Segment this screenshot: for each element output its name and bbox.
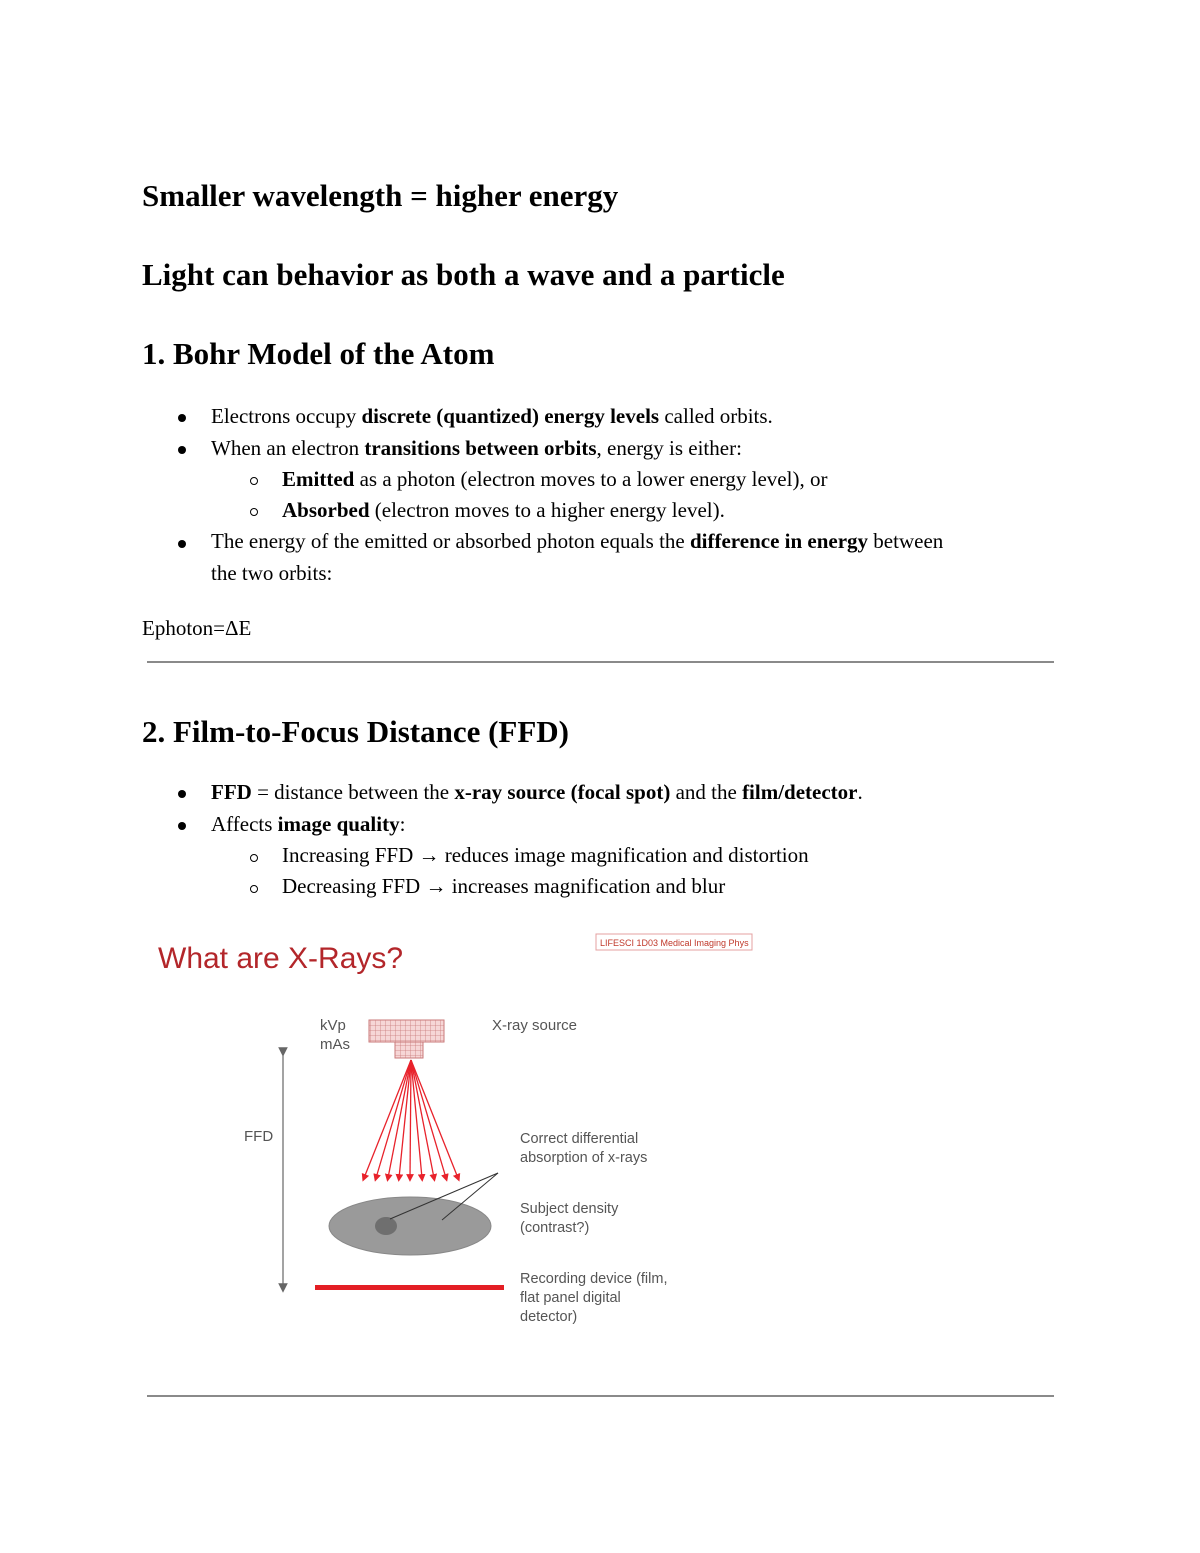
equation: Ephoton=ΔE	[142, 616, 252, 640]
xray-tube-window	[395, 1042, 423, 1058]
recording-label-line-3: detector)	[520, 1309, 578, 1325]
course-tag-text: LIFESCI 1D03 Medical Imaging Phys	[600, 938, 749, 948]
horizontal-divider	[147, 1395, 1054, 1397]
xray-ray	[410, 1060, 411, 1178]
xray-diagram	[140, 920, 780, 1340]
bohr-sub-bullet-2: Absorbed (electron moves to a higher energy level).	[282, 498, 725, 522]
correct-label-line-1: Correct differential	[520, 1131, 639, 1147]
xray-ray	[388, 1060, 411, 1178]
hollow-bullet-icon	[250, 477, 258, 485]
bullet-icon	[178, 414, 186, 422]
xray-beams	[364, 1060, 458, 1178]
xray-ray	[364, 1060, 411, 1178]
recording-label-line-1: Recording device (film,	[520, 1271, 668, 1287]
ffd-sub-bullet-1: Increasing FFD → reduces image magnification and distortion	[282, 843, 809, 867]
course-tag	[596, 934, 752, 950]
subject-body	[329, 1197, 491, 1255]
recording-label-line-2: flat panel digital	[520, 1290, 621, 1306]
ffd-label: FFD	[244, 1128, 274, 1145]
bullet-icon	[178, 790, 186, 798]
heading-wavelength: Smaller wavelength = higher energy	[142, 178, 619, 213]
bullet-icon	[178, 822, 186, 830]
xray-ray	[376, 1060, 411, 1178]
ffd-bullet-1: FFD = distance between the x-ray source (focal spot) and the film/detector.	[211, 780, 863, 804]
mas-label: mAs	[320, 1036, 350, 1053]
xray-ray	[411, 1060, 434, 1178]
bullet-icon	[178, 446, 186, 454]
bohr-sub-bullet-1: Emitted as a photon (electron moves to a lower energy level), or	[282, 467, 828, 491]
heading-bohr: 1. Bohr Model of the Atom	[142, 336, 495, 371]
ffd-sub-bullet-2: Decreasing FFD → increases magnification and blur	[282, 874, 726, 898]
figure-title: What are X-Rays?	[158, 942, 404, 975]
xray-ray	[411, 1060, 458, 1178]
kvp-label: kVp	[320, 1017, 346, 1034]
bohr-bullet-1: Electrons occupy discrete (quantized) energy levels called orbits.	[211, 404, 773, 428]
xray-ray	[399, 1060, 411, 1178]
heading-light: Light can behavior as both a wave and a particle	[142, 257, 785, 292]
recording-device-bar	[315, 1285, 504, 1290]
xray-source-label: X-ray source	[492, 1017, 578, 1034]
bohr-bullet-3: The energy of the emitted or absorbed photon equals the difference in energy between	[211, 529, 944, 553]
hollow-bullet-icon	[250, 508, 258, 516]
subject-dense-region	[375, 1217, 397, 1235]
subject-label-line-2: (contrast?)	[520, 1220, 590, 1236]
bohr-bullet-2: When an electron transitions between orbits, energy is either:	[211, 436, 742, 460]
heading-ffd: 2. Film-to-Focus Distance (FFD)	[142, 714, 570, 749]
bullet-icon	[178, 540, 186, 548]
hollow-bullet-icon	[250, 885, 258, 893]
subject-label-line-1: Subject density	[520, 1201, 619, 1217]
hollow-bullet-icon	[250, 854, 258, 862]
xray-tube-housing	[369, 1020, 444, 1042]
ffd-bullet-2: Affects image quality:	[211, 812, 406, 836]
horizontal-divider	[147, 661, 1054, 663]
correct-label-line-2: absorption of x-rays	[520, 1150, 648, 1166]
bohr-bullet-3-continued: the two orbits:	[211, 561, 333, 585]
